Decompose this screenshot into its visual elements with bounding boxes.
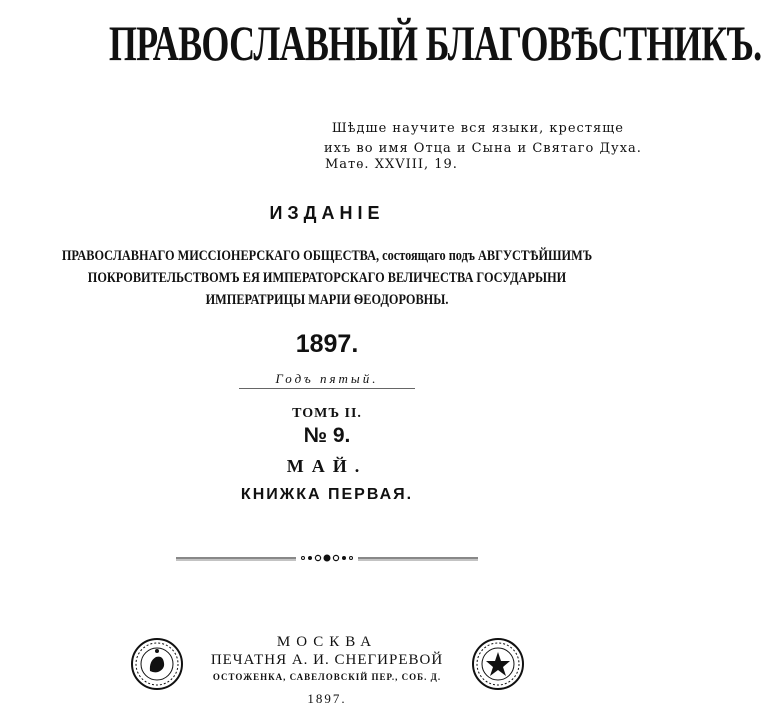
issue-number: № 9. xyxy=(303,424,351,447)
journal-title: ПРАВОСЛАВНЫЙ БЛАГОВѢСТНИКЪ. xyxy=(108,15,761,71)
imprint-year: 1897. xyxy=(307,691,347,706)
imprint-printer: ПЕЧАТНЯ А. И. СНЕГИРЕВОЙ xyxy=(210,652,444,668)
issue-month: МАЙ. xyxy=(286,456,368,476)
imprint-address: ОСТОЖЕНКА, САВЕЛОВСКІЙ ПЕР., СОБ. Д. xyxy=(212,672,442,682)
publisher-line-1: ПРАВОСЛАВНАГО МИССІОНЕРСКАГО ОБЩЕСТВА, состоящаго подъ АВГУСТѢЙШИМЪ xyxy=(61,248,593,264)
epigraph-citation: Матѳ. XXVIII, 19. xyxy=(325,157,458,172)
publisher-line-2: ПОКРОВИТЕЛЬСТВОМЪ ЕЯ ИМПЕРАТОРСКАГО ВЕЛИЧЕСТВА ГОСУДАРЫНИ xyxy=(87,270,567,286)
publisher-line-3: ИМПЕРАТРИЦЫ МАРІИ ѲЕОДОРОВНЫ. xyxy=(205,292,449,308)
edition-label: ИЗДАНІЕ xyxy=(269,203,385,223)
imprint-city: МОСКВА xyxy=(276,634,378,650)
tome-label: ТОМЪ II. xyxy=(292,406,362,421)
epigraph-line-1: Шѣдше научите вся языки, крестяще xyxy=(331,121,624,136)
year-number: Годъ пятый. xyxy=(275,371,379,386)
year-underline xyxy=(239,388,415,389)
book-label: КНИЖКА ПЕРВАЯ. xyxy=(240,486,414,503)
epigraph-line-2: ихъ во имя Отца и Сына и Святаго Духа. xyxy=(324,141,642,156)
publication-year: 1897. xyxy=(295,330,359,358)
ornamental-divider xyxy=(176,552,478,564)
